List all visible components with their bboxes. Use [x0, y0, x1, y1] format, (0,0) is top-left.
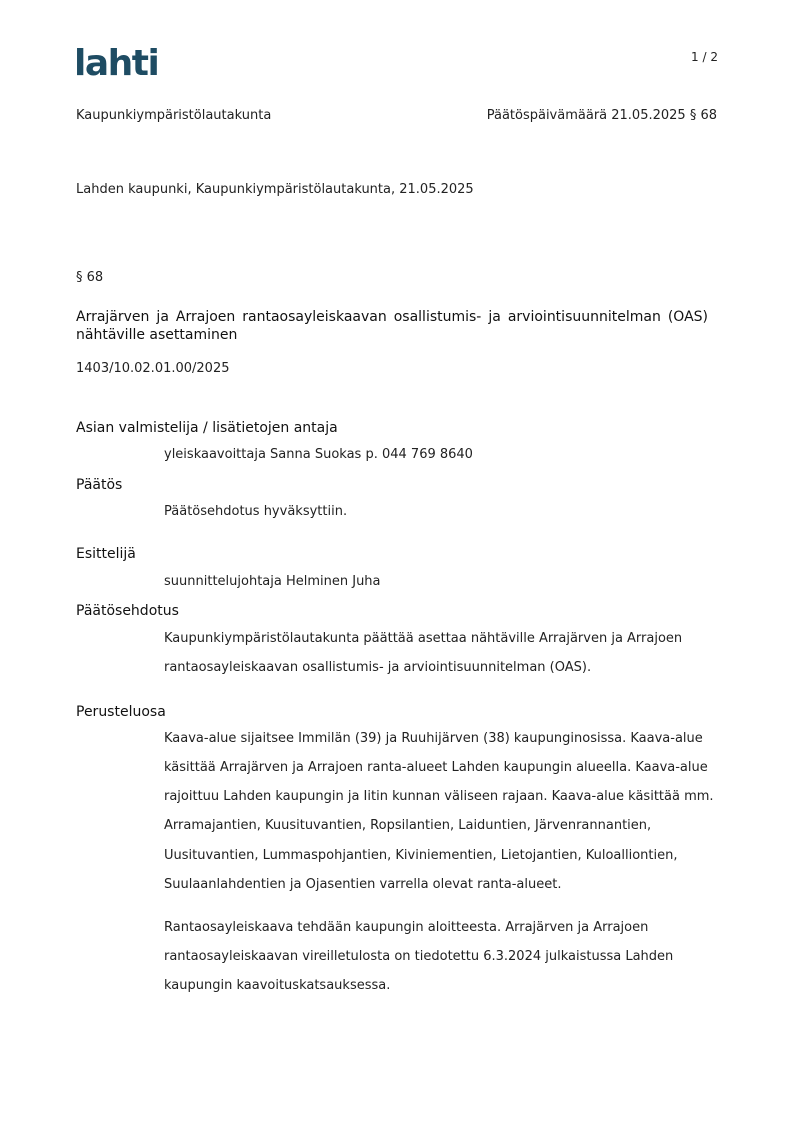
preparer-heading: Asian valmistelija / lisätietojen antaja: [76, 420, 338, 436]
rationale-p1-line: Suulaanlahdentien ja Ojasentien varrella olevat ranta-alueet.: [164, 877, 562, 892]
rationale-p1-line: käsittää Arrajärven ja Arrajoen ranta-alueet Lahden kaupungin alueella. Kaava-alue: [164, 760, 708, 775]
page-number: 1 / 2: [691, 50, 718, 64]
meeting-line: Lahden kaupunki, Kaupunkiympäristölautakunta, 21.05.2025: [76, 182, 474, 197]
rationale-heading: Perusteluosa: [76, 704, 166, 720]
rationale-p2-line: kaupungin kaavoituskatsauksessa.: [164, 978, 391, 993]
rationale-p2-line: rantaosayleiskaavan vireilletulosta on tiedotettu 6.3.2024 julkaistussa Lahden: [164, 949, 674, 964]
preparer-line: yleiskaavoittaja Sanna Suokas p. 044 769 8640: [164, 447, 473, 462]
rationale-p1-line: rajoittuu Lahden kaupungin ja Iitin kunnan väliseen rajaan. Kaava-alue käsittää mm.: [164, 789, 714, 804]
proposal-line: Kaupunkiympäristölautakunta päättää asettaa nähtäville Arrajärven ja Arrajoen: [164, 631, 683, 646]
proposal-line: rantaosayleiskaavan osallistumis- ja arviointisuunnitelman (OAS).: [164, 660, 592, 675]
presenter-heading: Esittelijä: [76, 546, 136, 562]
board-name: Kaupunkiympäristölautakunta: [76, 108, 272, 123]
lahti-logo: lahti: [74, 43, 159, 84]
decision-date: Päätöspäivämäärä 21.05.2025 § 68: [486, 108, 717, 123]
section-number: § 68: [76, 270, 104, 285]
presenter-line: suunnittelujohtaja Helminen Juha: [164, 574, 381, 589]
rationale-p1-line: Uusituvantien, Lummaspohjantien, Kiviniementien, Lietojantien, Kuloalliontien,: [164, 848, 678, 863]
decision-line: Päätösehdotus hyväksyttiin.: [164, 504, 348, 519]
decision-heading: Päätös: [76, 477, 123, 493]
rationale-p1-line: Kaava-alue sijaitsee Immilän (39) ja Ruuhijärven (38) kaupunginosissa. Kaava-alue: [164, 731, 703, 746]
document-number: 1403/10.02.01.00/2025: [76, 361, 230, 376]
rationale-p1-line: Arramajantien, Kuusituvantien, Ropsilantien, Laiduntien, Järvenrannantien,: [164, 818, 652, 833]
document-title: Arrajärven ja Arrajoen rantaosayleiskaavan osallistumis- ja arviointisuunnitelman (OAS) nähtäville asettaminen: [76, 309, 708, 343]
rationale-p2-line: Rantaosayleiskaava tehdään kaupungin aloitteesta. Arrajärven ja Arrajoen: [164, 920, 649, 935]
proposal-heading: Päätösehdotus: [76, 603, 179, 619]
